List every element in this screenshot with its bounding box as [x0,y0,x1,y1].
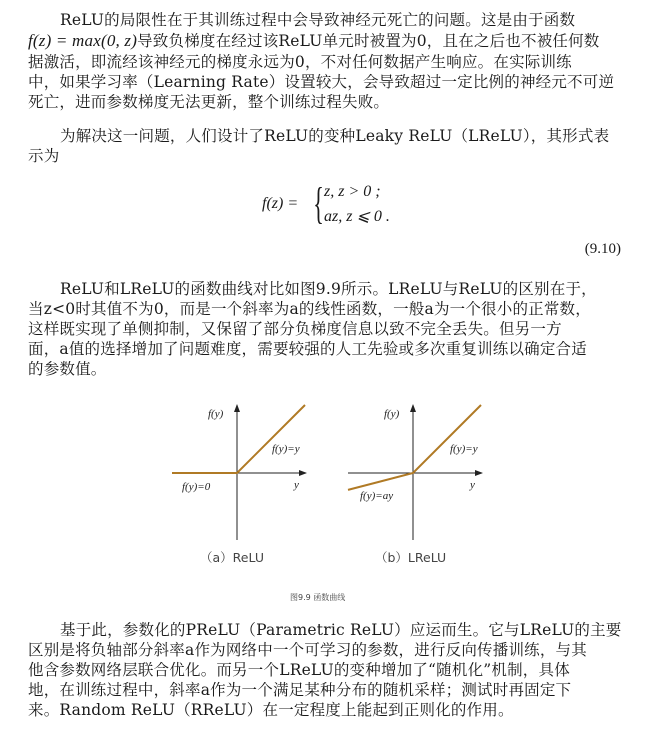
text-line: 区别是将负轴部分斜率a作为网络中一个可学习的参数，进行反向传播训练，与其 [28,641,587,659]
equation-case-2: az, z ⩽ 0 . [324,208,390,225]
equation-number: (9.10) [584,241,621,257]
text-line: 基于此，参数化的PReLU（Parametric ReLU）应运而生。它与LReLU的主要 [60,621,622,639]
y-axis-label: f(y) [208,408,224,420]
x-axis-label: y [294,479,299,491]
brace: { [313,179,324,228]
text-line: 为解决这一问题，人们设计了ReLU的变种Leaky ReLU（LReLU），其形式表 [60,127,610,145]
text-line: 面，a值的选择增加了问题难度，需要较强的人工先验或多次重复训练以确定合适 [28,340,587,358]
positive-branch-label: f(y)=y [272,443,300,455]
text-line: ReLU的局限性在于其训练过程中会导致神经元死亡的问题。这是由于函数 [60,11,576,29]
text-line: 示为 [28,147,60,165]
negative-branch-label: f(y)=ay [360,490,394,502]
text-span: 导致负梯度在经过该ReLU单元时被置为0，且在之后也不被任何数 [137,32,600,50]
y-axis-label: f(y) [384,408,400,420]
text-line: 这样既实现了单侧抑制，又保留了部分负梯度信息以致不完全丢失。但另一方 [28,320,562,338]
panel-lrelu [348,405,482,565]
text-line: 中，如果学习率（Learning Rate）设置较大，会导致超过一定比例的神经元不可逆 [28,73,615,91]
text-line: 死亡，进而参数梯度无法更新，整个训练过程失败。 [28,93,390,111]
text-line: 当z<0时其值不为0，而是一个斜率为a的线性函数，一般a为一个很小的正常数， [28,300,591,318]
text-line: 他含参数网络层联合优化。而另一个LReLU的变种增加了“随机化”机制，具体 [28,661,570,679]
relu-curve [172,405,305,473]
equation-lhs: f(z) = [262,195,299,212]
text-line: 地，在训练过程中，斜率a作为一个满足某种分布的随机采样；测试时再固定下 [28,681,572,699]
equation-case-1: z, z > 0 ; [324,183,381,200]
positive-branch-label: f(y)=y [450,443,478,455]
text-line: 来。Random ReLU（RReLU）在一定程度上能起到正则化的作用。 [28,701,514,719]
subfigure-label: （b）LReLU [375,550,447,565]
text-line: 的参数值。 [28,360,107,378]
panel-relu [172,405,306,565]
inline-formula: f(z) = max(0, z) [28,31,138,50]
x-axis-label: y [470,479,475,491]
text-line: ReLU和LReLU的函数曲线对比如图9.9所示。LReLU与ReLU的区别在于， [60,280,597,298]
subfigure-label: （a）ReLU [200,550,264,565]
text-line: 据激活，即流经该神经元的梯度永远为0，不对任何数据产生响应。在实际训练 [28,53,572,71]
negative-branch-label: f(y)=0 [182,481,211,493]
figure-caption: 图9.9 函数曲线 [290,593,346,602]
